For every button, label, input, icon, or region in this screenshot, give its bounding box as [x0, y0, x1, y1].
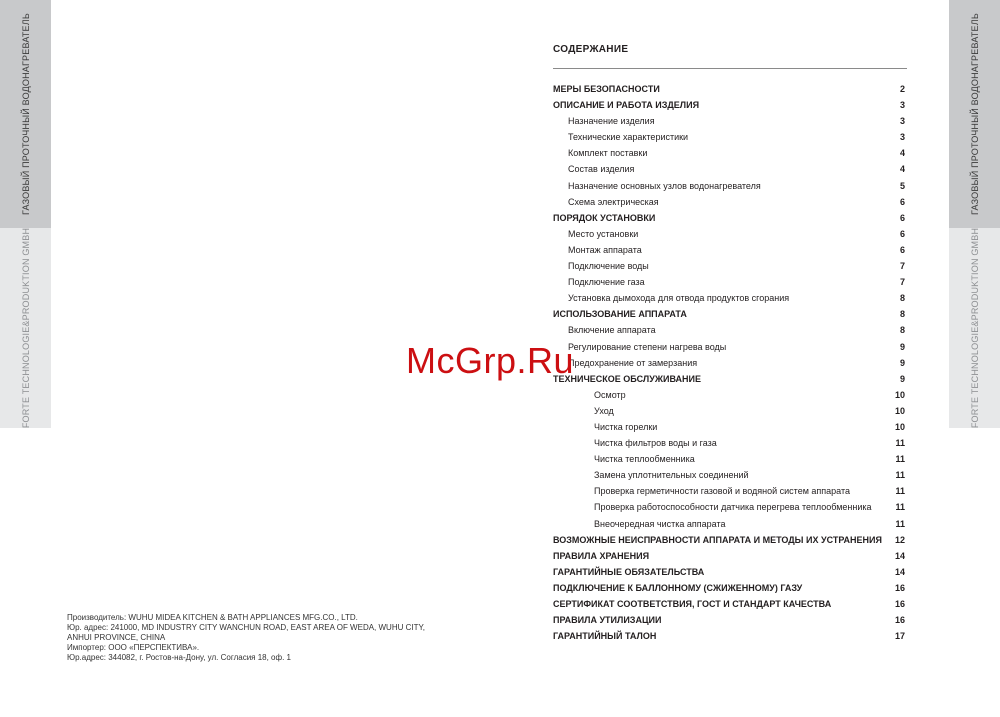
toc-entry[interactable]	[553, 451, 907, 467]
toc-entry-page: 7	[899, 277, 905, 288]
toc-entry[interactable]	[553, 194, 907, 210]
toc-entry[interactable]	[553, 290, 907, 306]
side-tab-brand: FORTE TECHNOLOGIE&PRODUKTION GMBH	[20, 227, 31, 429]
toc-entry-label: Внеочередная чистка аппарата	[594, 518, 726, 529]
toc-entry-label: Чистка фильтров воды и газа	[594, 438, 717, 449]
footer-manufacturer: Производитель: WUHU MIDEA KITCHEN & BATH APPLIANCES MFG.CO., LTD.	[67, 613, 358, 622]
toc-entry-label: Включение аппарата	[568, 325, 656, 336]
side-tab-lower	[949, 228, 1000, 428]
toc-entry-page: 3	[899, 116, 905, 127]
toc-entry-label: Схема электрическая	[568, 196, 659, 207]
toc-entry[interactable]	[553, 483, 907, 499]
toc-entry-label: Назначение изделия	[568, 116, 655, 127]
toc-entry-label: Предохранение от замерзания	[568, 357, 698, 368]
toc-entry-label: ОПИСАНИЕ И РАБОТА ИЗДЕЛИЯ	[553, 100, 700, 111]
toc-entry-page: 11	[895, 486, 905, 497]
toc-entry[interactable]	[553, 210, 907, 226]
toc-entry[interactable]	[553, 322, 907, 338]
toc-entry[interactable]	[553, 306, 907, 322]
toc-entry-page: 2	[899, 84, 905, 94]
toc-entry-page: 8	[899, 293, 905, 304]
toc-entry-page: 9	[899, 341, 905, 352]
toc-entry[interactable]	[553, 355, 907, 371]
toc-entry[interactable]	[553, 226, 907, 242]
toc-entry[interactable]	[553, 258, 907, 274]
manufacturer-info	[67, 613, 447, 663]
right-side-tab	[949, 0, 1000, 428]
toc-entry[interactable]	[553, 612, 907, 628]
toc-entry[interactable]	[553, 596, 907, 612]
side-tab-upper	[0, 0, 51, 228]
toc-entry-label: Установка дымохода для отвода продуктов сгорания	[568, 293, 790, 304]
toc-entry-page: 11	[895, 454, 905, 465]
toc-entry-label: Назначение основных узлов водонагревателя	[568, 180, 761, 191]
footer-manufacturer-address: Юр. адрес: 241000, MD INDUSTRY CITY WANCHUN ROAD, EAST AREA OF WEDA, WUHU CITY, ANHUI PROVINCE, CHINA	[67, 623, 426, 642]
toc-entry-page: 6	[899, 228, 905, 239]
toc-entry-label: Замена уплотнительных соединений	[594, 470, 749, 481]
toc-entry[interactable]	[553, 145, 907, 161]
toc-entry[interactable]	[553, 242, 907, 258]
toc-entry[interactable]	[553, 532, 907, 548]
toc-entry-label: ПРАВИЛА ХРАНЕНИЯ	[553, 550, 650, 561]
toc-entry-label: Состав изделия	[568, 164, 635, 175]
toc-entry-label: Монтаж аппарата	[568, 244, 642, 255]
toc-entry[interactable]	[553, 516, 907, 532]
toc-entry-page: 8	[899, 325, 905, 336]
toc-entry-page: 9	[899, 357, 905, 368]
toc-entry-page: 6	[899, 212, 905, 223]
toc-entry-page: 10	[894, 421, 905, 432]
toc-entry-label: ПОРЯДОК УСТАНОВКИ	[553, 212, 656, 223]
side-tab-upper	[949, 0, 1000, 228]
toc-entry-label: Чистка горелки	[594, 421, 658, 432]
toc-entry-page: 11	[895, 502, 905, 513]
toc-entry-page: 5	[899, 180, 905, 191]
toc-entry-page: 16	[894, 582, 905, 593]
toc-entry-label: ГАРАНТИЙНЫЙ ТАЛОН	[553, 631, 657, 642]
toc-entry-page: 3	[899, 100, 905, 111]
toc-entry[interactable]	[553, 371, 907, 387]
toc-entry[interactable]	[553, 580, 907, 596]
toc-entry-page: 11	[895, 518, 905, 529]
toc-entry[interactable]	[553, 81, 907, 97]
side-tab-product-title: ГАЗОВЫЙ ПРОТОЧНЫЙ ВОДОНАГРЕВАТЕЛЬ	[969, 13, 980, 215]
toc-entry-page: 9	[899, 373, 905, 384]
toc-entry-page: 4	[899, 148, 905, 159]
toc-entry[interactable]	[553, 113, 907, 129]
toc-entry-page: 16	[894, 615, 905, 626]
toc-entry-label: Осмотр	[594, 389, 626, 400]
toc-entry[interactable]	[553, 274, 907, 290]
side-tab-product-title: ГАЗОВЫЙ ПРОТОЧНЫЙ ВОДОНАГРЕВАТЕЛЬ	[20, 13, 31, 215]
toc-entry-page: 4	[899, 164, 905, 175]
toc-entry-page: 6	[899, 244, 905, 255]
toc-divider	[553, 68, 907, 69]
watermark: McGrp.Ru	[406, 340, 575, 381]
toc-entry[interactable]	[553, 403, 907, 419]
toc-entry[interactable]	[553, 499, 907, 515]
toc-entry-page: 10	[894, 405, 905, 416]
toc-entry[interactable]	[553, 548, 907, 564]
toc-entry-page: 3	[899, 132, 905, 143]
toc-entry-label: ПРАВИЛА УТИЛИЗАЦИИ	[553, 615, 662, 626]
toc-entry-page: 14	[894, 566, 905, 577]
toc-entry-label: Уход	[594, 405, 614, 416]
toc-entry-label: ГАРАНТИЙНЫЕ ОБЯЗАТЕЛЬСТВА	[553, 566, 705, 577]
toc-entry[interactable]	[553, 435, 907, 451]
toc-title: СОДЕРЖАНИЕ	[553, 44, 629, 55]
toc-entry-page: 7	[899, 261, 905, 272]
side-tab-brand: FORTE TECHNOLOGIE&PRODUKTION GMBH	[969, 227, 980, 429]
toc-entry-label: Чистка теплообменника	[594, 454, 695, 465]
toc-entry-page: 17	[894, 631, 905, 642]
toc-entry[interactable]	[553, 161, 907, 177]
toc-entry-page: 16	[894, 599, 905, 609]
toc-entry-label: Регулирование степени нагрева воды	[568, 341, 727, 352]
toc-entry-label: ВОЗМОЖНЫЕ НЕИСПРАВНОСТИ АППАРАТА И МЕТОДЫ ИХ УСТРАНЕНИЯ	[553, 534, 882, 545]
side-tab-lower	[0, 228, 51, 428]
toc-entry[interactable]	[553, 419, 907, 435]
toc-entry-label: Комплект поставки	[568, 148, 648, 159]
table-of-contents	[553, 81, 907, 644]
toc-entry-label: МЕРЫ БЕЗОПАСНОСТИ	[553, 84, 660, 94]
footer-importer: Импортер: ООО «ПЕРСПЕКТИВА».	[67, 643, 200, 652]
footer-importer-address: Юр.адрес: 344082, г. Ростов-на-Дону, ул. Согласия 18, оф. 1	[67, 653, 291, 662]
toc-entry-page: 14	[894, 550, 905, 561]
toc-entry[interactable]	[553, 564, 907, 580]
toc-entry-label: Проверка герметичности газовой и водяной систем аппарата	[594, 486, 850, 497]
left-side-tab	[0, 0, 51, 428]
toc-entry-page: 10	[894, 389, 905, 400]
toc-entry-page: 12	[894, 534, 905, 545]
toc-entry-label: ТЕХНИЧЕСКОЕ ОБСЛУЖИВАНИЕ	[553, 373, 701, 384]
toc-entry-label: СЕРТИФИКАТ СООТВЕТСТВИЯ, ГОСТ И СТАНДАРТ КАЧЕСТВА	[553, 599, 832, 609]
toc-entry-label: ПОДКЛЮЧЕНИЕ К БАЛЛОННОМУ (СЖИЖЕННОМУ) ГАЗУ	[553, 582, 803, 593]
toc-entry[interactable]	[553, 97, 907, 113]
toc-entry[interactable]	[553, 129, 907, 145]
toc-entry-label: Проверка работоспособности датчика перегрева теплообменника	[594, 502, 872, 513]
toc-entry[interactable]	[553, 339, 907, 355]
toc-entry[interactable]	[553, 467, 907, 483]
toc-entry-page: 11	[895, 470, 905, 481]
toc-entry-label: Подключение воды	[568, 261, 649, 272]
toc-entry-page: 8	[899, 309, 905, 320]
toc-entry-label: ИСПОЛЬЗОВАНИЕ АППАРАТА	[553, 309, 687, 320]
toc-entry-page: 6	[899, 196, 905, 207]
toc-entry-label: Подключение газа	[568, 277, 645, 288]
toc-entry[interactable]	[553, 387, 907, 403]
toc-entry-label: Место установки	[568, 228, 639, 239]
toc-entry-label: Технические характеристики	[568, 132, 689, 143]
toc-entry[interactable]	[553, 628, 907, 644]
toc-entry-page: 11	[895, 438, 905, 449]
toc-entry[interactable]	[553, 178, 907, 194]
